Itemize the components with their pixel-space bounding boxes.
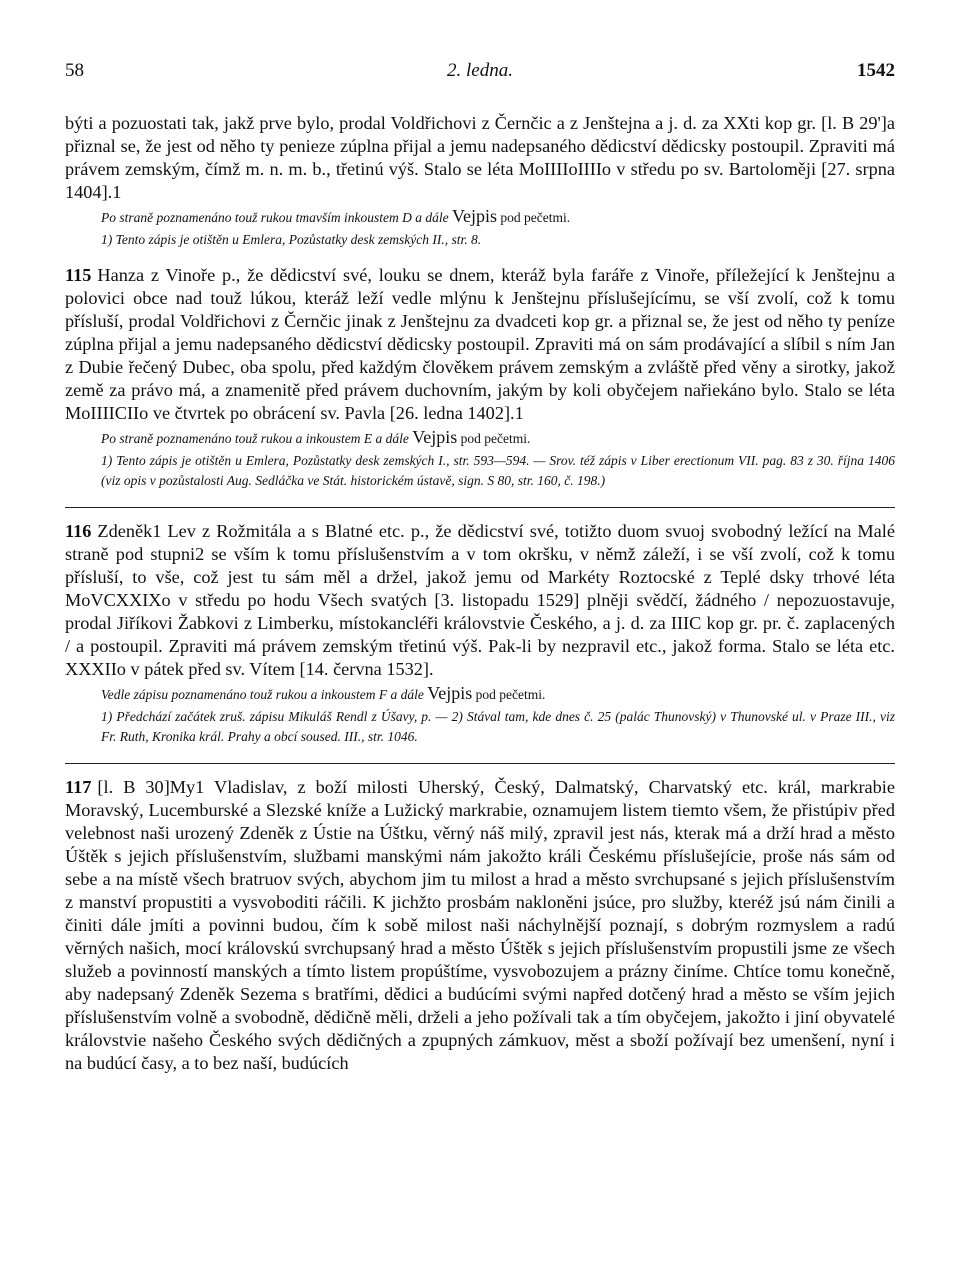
intro-paragraph: býti a pozuostati tak, jakž prve bylo, prodal Voldřichovi z Černčic a z Jenštejna a j. d. za XXti kop gr. [l. B 29']a přiznal se, že jest od něho ty penieze zúplna přijal a jemu nadepsaného dědicství dědicsky postoupil. Zpraviti má právem zemským, čímž m. n. m. b., třetinú výš. Stalo se léta MoIIIIoIIIIo v středu po sv. Bartoloměji [27. srpna 1404].1 [65,113,895,202]
entry-number: 116 [65,521,92,541]
note-text: Po straně poznamenáno touž rukou a inkoustem E a dále [101,431,409,446]
entry-116-margin-note [101,683,895,705]
note-word: Vejpis [451,206,497,226]
section-divider [65,507,895,508]
note-word: Vejpis [427,683,473,703]
entry-text: [l. B 30]My1 Vladislav, z boží milosti Uherský, Český, Dalmatský, Charvatský etc. král, markrabie Moravský, Lucemburské a Slezské kníže a Lužický markrabie, oznamujem listem tiemto všem, že přistúpiv před velebnost naši urozený Zdeněk z Ústie na Úštku, věrný náš milý, zpravil jest nás, kterak má a drží hrad a město Úštěk s jejich příslušenstvím, službami manskými nám jakožto králi Českému příslušejície, proše nás sám od sebe a na místě všech bratruov svých, abychom jim tu milost a hrad a město svrchupsané s jejich příslušenstvím z manství propustiti a vysvoboditi ráčili. K jichžto prosbám nakloněni jsúce, pro služby, kteréž jsú nám činili a činiti dále jmíti a povinni budou, čím k sobě milost naši náchylnější poznají, s dobrým rozmyslem a radú věrných našich, mocí královskú svrchupsaný hrad a město Úštěk s jejich příslušenstvím propustili jsme ze všech služeb a povinností manských a tímto listem propúštíme, vysvobozujem a prázny činíme. Chtíce tomu konečně, aby nadepsaný Zdeněk Sezema s bratřími, dědici a budúcími svými napřed dotčený hrad a město se vším jejich příslušenstvím volně a svobodně, dědičně měli, drželi a jeho požívali tak a tím obyčejem, jakožto i jiní obyvatelé královstvie našeho Českého svých dědičných a zpupných zámkuov, měst a sboží požívají bez umenšení, nyní i na budúcí časy, a to bez naší, budúcích [65,777,895,1073]
note-end: pod pečetmi. [500,210,571,225]
entry-116 [65,520,895,681]
page-number: 58 [65,60,84,81]
note-text: Po straně poznamenáno touž rukou tmavším inkoustem D a dále [101,210,449,225]
note-end: pod pečetmi. [475,687,546,702]
entry-115 [65,264,895,425]
intro-margin-note [101,206,895,228]
document-page [65,60,895,1075]
note-end: pod pečetmi. [460,431,531,446]
note-word: Vejpis [412,427,458,447]
entry-text: Zdeněk1 Lev z Rožmitála a s Blatné etc. p., že dědicství své, totižto duom svuoj svobodný ležící na Malé straně pod stupni2 se vším k tomu příslušenstvím a v tom okršku, v němž záleží, i se vší zvolí, což k tomu přísluší, to vše, což jest tu sám měl a držel, jakož jemu od Markéty Roztocské z Teplé dsky trhové léta MoVCXXIXo v středu po hodu Všech svatých [3. listopadu 1529] plněji svědčí, žádného / nepozuostavuje, prodal Jiříkovi Žabkovi z Limberku, místokancléři královstvie Českého, a j. d. za IIIC kop gr. pr. č. zaplacených / a postoupil. Zpraviti má právem zemským třetinú výš. Pak-li by nezpravil etc., jakož forma. Stalo se léta etc. XXXIIo v pátek před sv. Vítem [14. června 1532]. [65,521,895,679]
entry-116-footnote: 1) Předchází začátek zruš. zápisu Mikuláš Rendl z Úšavy, p. — 2) Stával tam, kde dnes č. 25 (palác Thunovský) v Thunovské ul. v Praze III., viz Fr. Ruth, Kronika král. Prahy a obcí soused. III., str. 1046. [101,709,895,744]
entry-text: Hanza z Vinoře p., že dědicství své, louku se dnem, kteráž byla faráře z Vinoře, příležející k Jenštejnu a polovici obce nad touž lúkou, kteráž leží vedle mlýnu k Jenštejnu příslušejícímu, se vší zvolí, což k tomu přísluší, prodal Voldřichovi z Černčic jinak z Jenštejnu za dvadceti kop gr. a přiznal se, že jest od něho ty peníze zúplna přijal a jemu nadepsaného dědicství dědicsky postoupil. Zpraviti má on sám prodávající a slíbil s ním Jan z Dubie řečený Dubec, oba spolu, před každým člověkem právem zemským a zvláště před věny a sirotky, jakož země za právo má, a znamenitě před právem duchovním, jakým by koli obyčejem nařiekáno bylo. Stalo se léta MoIIIICIIo ve čtvrtek po obrácení sv. Pavla [26. ledna 1402].1 [65,265,895,423]
section-divider [65,763,895,764]
entry-number: 115 [65,265,92,285]
entry-115-footnote: 1) Tento zápis je otištěn u Emlera, Pozůstatky desk zemských I., str. 593—594. — Srov. též zápis v Liber erectionum VII. pag. 83 z 30. října 1406 (viz opis v pozůstalosti Aug. Sedláčka ve Stát. historickém ústavě, sign. S 80, str. 160, č. 198.) [101,453,895,488]
note-text: Vedle zápisu poznamenáno touž rukou a inkoustem F a dále [101,687,424,702]
entry-115-margin-note [101,427,895,449]
intro-footnote: 1) Tento zápis je otištěn u Emlera, Pozůstatky desk zemských II., str. 8. [101,232,482,247]
running-title: 2. ledna. [447,60,513,81]
year: 1542 [857,60,895,81]
page-header [65,60,895,90]
entry-number: 117 [65,777,92,797]
entry-117 [65,776,895,1075]
